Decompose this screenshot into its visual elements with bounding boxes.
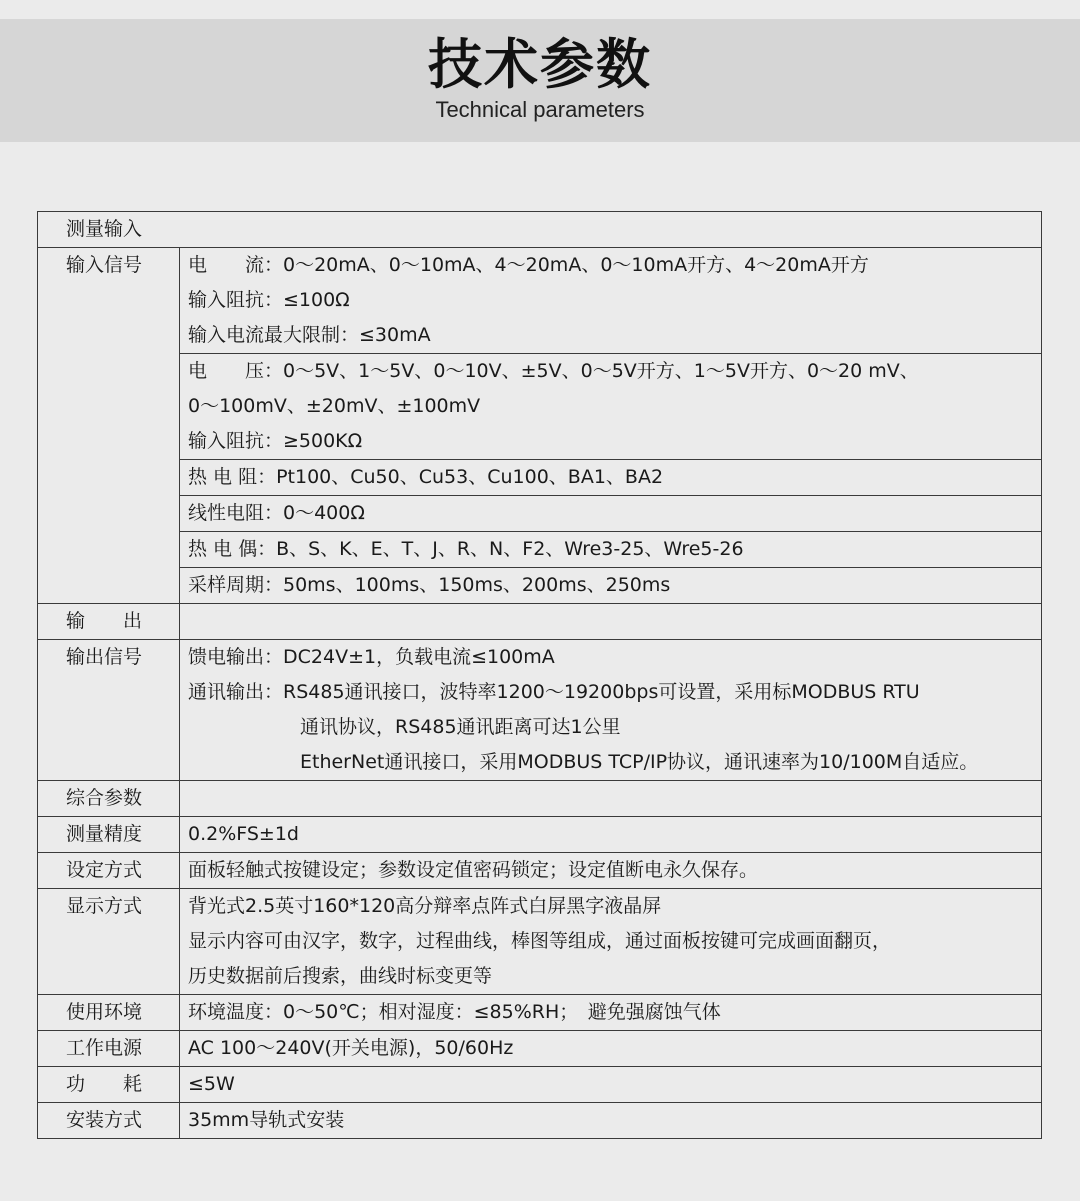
table-row xyxy=(38,640,1042,781)
cell-voltage xyxy=(180,354,1042,460)
cell-thermocouple: 热 电 偶：B、S、K、E、T、J、R、N、F2、Wre3-25、Wre5-26 xyxy=(180,532,1042,568)
table-row xyxy=(38,817,1042,853)
row-label-setting: 设定方式 xyxy=(38,853,180,889)
cell-setting: 面板轻触式按键设定；参数设定值密码锁定；设定值断电永久保存。 xyxy=(180,853,1042,889)
cell-rtd: 热 电 阻：Pt100、Cu50、Cu53、Cu100、BA1、BA2 xyxy=(180,460,1042,496)
table-row xyxy=(38,532,1042,568)
table-row xyxy=(38,460,1042,496)
section-header-general: 综合参数 xyxy=(38,781,180,817)
table-row xyxy=(38,248,1042,354)
display-line-2: 显示内容可由汉字，数字，过程曲线，棒图等组成，通过面板按键可完成画面翻页， xyxy=(188,930,892,952)
voltage-range-cont: 0～100mV、±20mV、±100mV xyxy=(188,395,481,417)
row-label-display: 显示方式 xyxy=(38,889,180,995)
voltage-range: 电 压：0～5V、1～5V、0～10V、±5V、0～5V开方、1～5V开方、0～20 mV、 xyxy=(188,360,919,382)
table-row xyxy=(38,604,1042,640)
section-header-input: 测量输入 xyxy=(38,212,1042,248)
table-row xyxy=(38,995,1042,1031)
row-label-consumption: 功 耗 xyxy=(38,1067,180,1103)
section-header-output: 输 出 xyxy=(38,604,180,640)
table-row xyxy=(38,1067,1042,1103)
table-row xyxy=(38,212,1042,248)
table-row xyxy=(38,354,1042,460)
row-label-power: 工作电源 xyxy=(38,1031,180,1067)
table-row xyxy=(38,1031,1042,1067)
cell-consumption: ≤5W xyxy=(180,1067,1042,1103)
comm-output: 通讯输出：RS485通讯接口，波特率1200～19200bps可设置，采用标MODBUS RTU xyxy=(188,681,920,703)
spec-table xyxy=(37,211,1042,1139)
table-row xyxy=(38,889,1042,995)
table-row xyxy=(38,1103,1042,1139)
display-line-3: 历史数据前后搜索，曲线时标变更等 xyxy=(188,965,493,987)
row-label-install: 安装方式 xyxy=(38,1103,180,1139)
cell-display xyxy=(180,889,1042,995)
page-subtitle: Technical parameters xyxy=(435,97,645,122)
header-banner xyxy=(0,19,1080,142)
comm-output-cont: 通讯协议，RS485通讯距离可达1公里 xyxy=(300,716,621,738)
row-label-output-signal: 输出信号 xyxy=(38,640,180,781)
row-label-accuracy: 测量精度 xyxy=(38,817,180,853)
table-row xyxy=(38,496,1042,532)
table-row xyxy=(38,568,1042,604)
table-row xyxy=(38,781,1042,817)
current-impedance: 输入阻抗：≤100Ω xyxy=(188,289,350,311)
table-row xyxy=(38,853,1042,889)
cell-install: 35mm导轨式安装 xyxy=(180,1103,1042,1139)
row-label-input-signal: 输入信号 xyxy=(38,248,180,604)
cell-accuracy: 0.2%FS±1d xyxy=(180,817,1042,853)
display-line-1: 背光式2.5英寸160*120高分辩率点阵式白屏黑字液晶屏 xyxy=(188,895,662,917)
cell-linear-resistance: 线性电阻：0～400Ω xyxy=(180,496,1042,532)
feed-output: 馈电输出：DC24V±1，负载电流≤100mA xyxy=(188,646,555,668)
current-limit: 输入电流最大限制：≤30mA xyxy=(188,324,431,346)
cell-environment: 环境温度：0～50℃；相对湿度：≤85%RH； 避免强腐蚀气体 xyxy=(180,995,1042,1031)
cell-empty xyxy=(180,781,1042,817)
cell-current xyxy=(180,248,1042,354)
row-label-environment: 使用环境 xyxy=(38,995,180,1031)
current-range: 电 流：0～20mA、0～10mA、4～20mA、0～10mA开方、4～20mA开方 xyxy=(188,254,869,276)
cell-empty xyxy=(180,604,1042,640)
page-title: 技术参数 xyxy=(428,33,652,96)
comm-output-ethernet: EtherNet通讯接口，采用MODBUS TCP/IP协议，通讯速率为10/100M自适应。 xyxy=(300,751,979,773)
voltage-impedance: 输入阻抗：≥500KΩ xyxy=(188,430,363,452)
cell-power: AC 100～240V(开关电源)，50/60Hz xyxy=(180,1031,1042,1067)
cell-sampling: 采样周期：50ms、100ms、150ms、200ms、250ms xyxy=(180,568,1042,604)
cell-output xyxy=(180,640,1042,781)
